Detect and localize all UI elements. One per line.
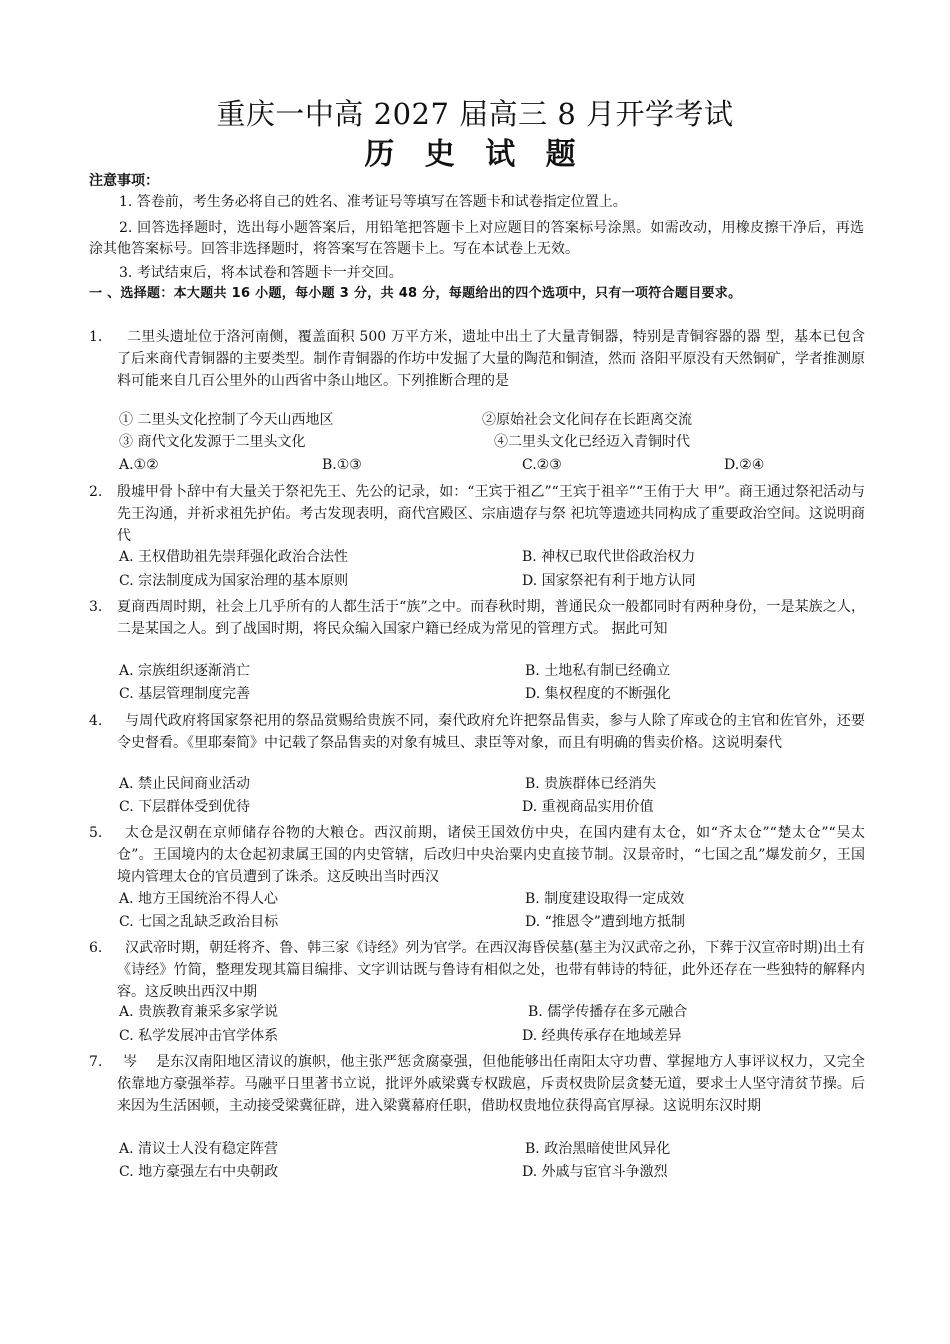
answer-option: B. 神权已取代世俗政治权力	[522, 549, 696, 565]
question-stem: 二里头遗址位于洛河南侧，覆盖面积 500 万平方米，遗址中出土了大量青铜器，特别是青铜容器的器 型，基本已包含了后来商代青铜器的主要类型。制作青铜器的作坊中发掘了大量的陶范和铜渣，然而 洛阳平原没有天然铜矿，学者推测原料可能来自几百公里外的山西省中条山地区。下列推断合理的是	[117, 329, 865, 389]
exam-title: 重庆一中高 2027 届高三 8 月开学考试	[216, 97, 734, 131]
answer-option: A. 贵族教育兼采多家学说	[119, 1004, 279, 1020]
answer-option: B. 政治黑暗使世风异化	[525, 1141, 671, 1157]
question-number: 7.	[89, 1054, 103, 1070]
question-number: 6.	[89, 940, 103, 956]
question-stem: 岑 是东汉南阳地区清议的旗帜，他主张严惩贪腐豪强，但他能够出任南阳太守功曹、掌握地方人事评议权力，又完全依靠地方豪强举荐。马融平日里著书立说，批评外戚梁冀专权跋扈，斥责权贵阶层贪婪无道，要求士人坚守清贫节操。后来因为生活困顿，主动接受梁冀征辟，进入梁冀幕府任职，借助权贵地位获得高官厚禄。这说明东汉时期	[117, 1054, 865, 1114]
answer-option: B. 贵族群体已经消失	[525, 776, 657, 792]
answer-option: A. 宗族组织逐渐消亡	[119, 663, 251, 679]
question-number: 3.	[89, 599, 103, 615]
answer-option: D. 经典传承存在地域差异	[522, 1028, 682, 1044]
answer-option: A. 禁止民间商业活动	[119, 776, 251, 792]
notice-heading: 注意事项：	[89, 173, 159, 189]
question-number: 4.	[89, 713, 103, 729]
answer-option: B. 制度建设取得一定成效	[525, 891, 685, 907]
answer-option: A. 王权借助祖先崇拜强化政治合法性	[119, 549, 349, 565]
answer-option: D. 重视商品实用价值	[522, 799, 654, 815]
answer-option: B. 土地私有制已经确立	[525, 663, 671, 679]
question-stem: 夏商西周时期，社会上几乎所有的人都生活于“族”之中。而春秋时期，普通民众一般都同时有两种身份，一是某族之人，二是某国之人。到了战国时期，将民众编入国家户籍已经成为常见的管理方式。 据此可知	[117, 599, 865, 637]
answer-option: B.①③	[322, 457, 362, 473]
question-number: 2.	[89, 484, 103, 500]
answer-option: C. 宗法制度成为国家治理的基本原则	[119, 573, 349, 589]
answer-option: D.②④	[724, 457, 765, 473]
notice-item: 1. 答卷前，考生务必将自己的姓名、准考证号等填写在答题卡和试卷指定位置上。	[119, 194, 627, 210]
answer-option: C.②③	[522, 457, 562, 473]
answer-option: C. 下层群体受到优待	[119, 799, 251, 815]
answer-option: A.①②	[119, 457, 159, 473]
question-stem: 殷墟甲骨卜辞中有大量关于祭祀先王、先公的记录，如：“王宾于祖乙”“王宾于祖辛”“王侑于大 甲”。商王通过祭祀活动与先王沟通，并祈求祖先护佑。考古发现表明，商代宫殿区、宗庙遗存与祭 祀坑等遗迹共同构成了重要政治空间。这说明商代	[117, 484, 865, 544]
answer-option: A. 地方王国统治不得人心	[119, 891, 279, 907]
answer-option: D. 集权程度的不断强化	[525, 686, 671, 702]
subject-title: 历 史 试 题	[364, 137, 586, 172]
question-stem: 与周代政府将国家祭祀用的祭品赏赐给贵族不同，秦代政府允许把祭品售卖，参与人除了库或仓的主官和佐官外，还要令史督看。《里耶秦简》中记载了祭品售卖的对象有城旦、隶臣等对象，而且有明确的售卖价格。这说明秦代	[117, 713, 865, 751]
answer-option: C. 私学发展冲击官学体系	[119, 1028, 279, 1044]
question-number: 5.	[89, 825, 103, 841]
question-stem: 太仓是汉朝在京师储存谷物的大粮仓。西汉前期，诸侯王国效仿中央，在国内建有太仓，如“齐太仓”“楚太仓”“吴太仓”。王国境内的太仓起初隶属王国的内史管辖，后改归中央治粟内史直接节制。汉景帝时，“七国之乱”爆发前夕，王国境内管理太仓的官员遭到了诛杀。这反映出当时西汉	[117, 825, 865, 885]
answer-option: D. “推恩令”遭到地方抵制	[525, 914, 685, 930]
answer-option: C. 七国之乱缺乏政治目标	[119, 914, 279, 930]
question-statement: ②原始社会文化间存在长距离交流	[482, 412, 692, 428]
question-statement: ④二里头文化已经迈入青铜时代	[494, 434, 690, 450]
question-stem: 汉武帝时期，朝廷将齐、鲁、韩三家《诗经》列为官学。在西汉海昏侯墓(墓主为汉武帝之孙，下葬于汉宣帝时期)出土有《诗经》竹简，整理发现其篇目编排、文字训诂既与鲁诗有相似之处，也带有韩诗的特征，此外还存在一些独特的解释内容。这反映出西汉中期	[117, 940, 865, 1000]
answer-option: D. 外戚与宦官斗争激烈	[522, 1164, 668, 1180]
notice-item: 3. 考试结束后，将本试卷和答题卡一并交回。	[119, 265, 403, 281]
question-statement: ③ 商代文化发源于二里头文化	[119, 434, 306, 450]
answer-option: D. 国家祭祀有利于地方认同	[522, 573, 696, 589]
answer-option: B. 儒学传播存在多元融合	[528, 1004, 688, 1020]
answer-option: C. 基层管理制度完善	[119, 686, 251, 702]
answer-option: A. 清议士人没有稳定阵营	[119, 1141, 279, 1157]
section-heading: 一 、选择题：本大题共 16 小题，每小题 3 分，共 48 分，每题给出的四个选项中，只有一项符合题目要求。	[89, 286, 742, 301]
question-statement: ① 二里头文化控制了今天山西地区	[119, 412, 334, 428]
answer-option: C. 地方豪强左右中央朝政	[119, 1164, 279, 1180]
notice-item: 2. 回答选择题时，选出每小题答案后，用铅笔把答题卡上对应题目的答案标号涂黑。如需改动，用橡皮擦干净后，再选涂其他答案标号。回答非选择题时，将答案写在答题卡上。写在本试卷上无效。	[89, 220, 864, 257]
question-number: 1.	[89, 329, 103, 345]
